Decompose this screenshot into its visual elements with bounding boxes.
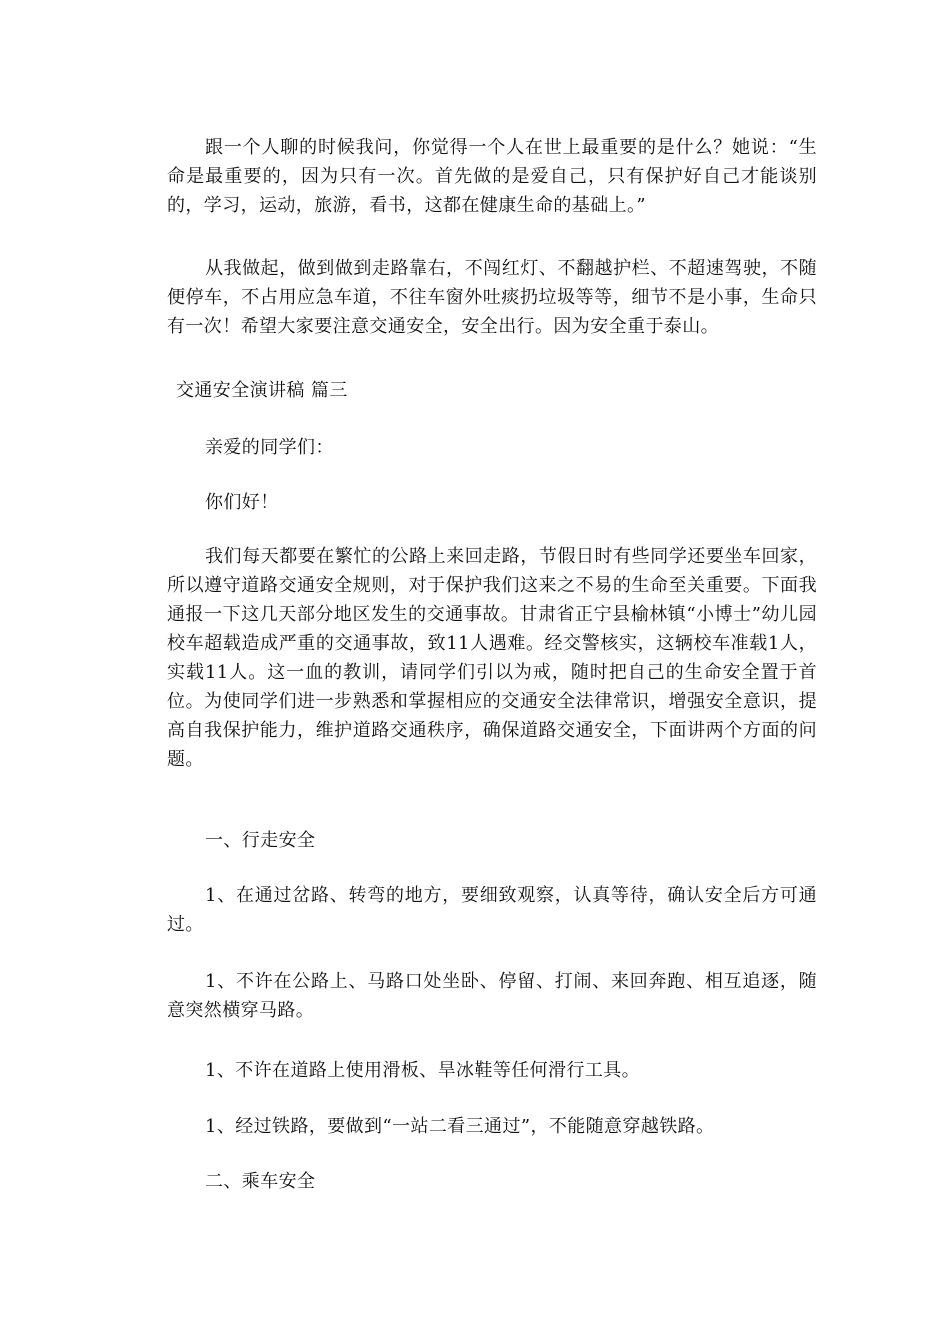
- greeting: 你们好！: [205, 492, 279, 513]
- list-item: 1、在通过岔路、转弯的地方，要细致观察，认真等待，确认安全后方可通过。: [167, 885, 817, 935]
- paragraph-start-from-me: 从我做起，做到做到走路靠右，不闯红灯、不翻越护栏、不超速驾驶，不随便停车，不占用应急车道，不往车窗外吐痰扔垃圾等等，细节不是小事，生命只有一次！希望大家要注意交通安全，安全出行。因为安全重于泰山。: [167, 258, 817, 337]
- list-item: 1、不许在道路上使用滑板、旱冰鞋等任何滑行工具。: [205, 1060, 641, 1081]
- heading-riding-safety: 二、乘车安全: [205, 1171, 316, 1192]
- paragraph-life-importance: 跟一个人聊的时候我问，你觉得一个人在世上最重要的是什么？她说：“生命是最重要的，因为只有一次。首先做的是爱自己，只有保护好自己才能谈别的，学习，运动，旅游，看书，这都在健康生命的基础上。”: [167, 137, 817, 216]
- salutation: 亲爱的同学们：: [205, 437, 334, 458]
- list-item: 1、经过铁路，要做到“一站二看三通过”，不能随意穿越铁路。: [205, 1116, 715, 1137]
- heading-walking-safety: 一、行走安全: [205, 830, 316, 851]
- paragraph-accident-report: 我们每天都要在繁忙的公路上来回走路，节假日时有些同学还要坐车回家，所以遵守道路交通安全规则，对于保护我们这来之不易的生命至关重要。下面我通报一下这几天部分地区发生的交通事故。甘肃省正宁县榆林镇“小博士”幼儿园校车超载造成严重的交通事故，致11人遇难。经交警核实，这辆校车准载1人，实载11人。这一血的教训，请同学们引以为戒，随时把自己的生命安全置于首位。为使同学们进一步熟悉和掌握相应的交通安全法律常识，增强安全意识，提高自我保护能力，维护道路交通秩序，确保道路交通安全，下面讲两个方面的问题。: [167, 546, 817, 770]
- list-item: 1、不许在公路上、马路口处坐卧、停留、打闹、来回奔跑、相互追逐，随意突然横穿马路。: [167, 971, 817, 1021]
- section-title: 交通安全演讲稿 篇三: [176, 380, 348, 401]
